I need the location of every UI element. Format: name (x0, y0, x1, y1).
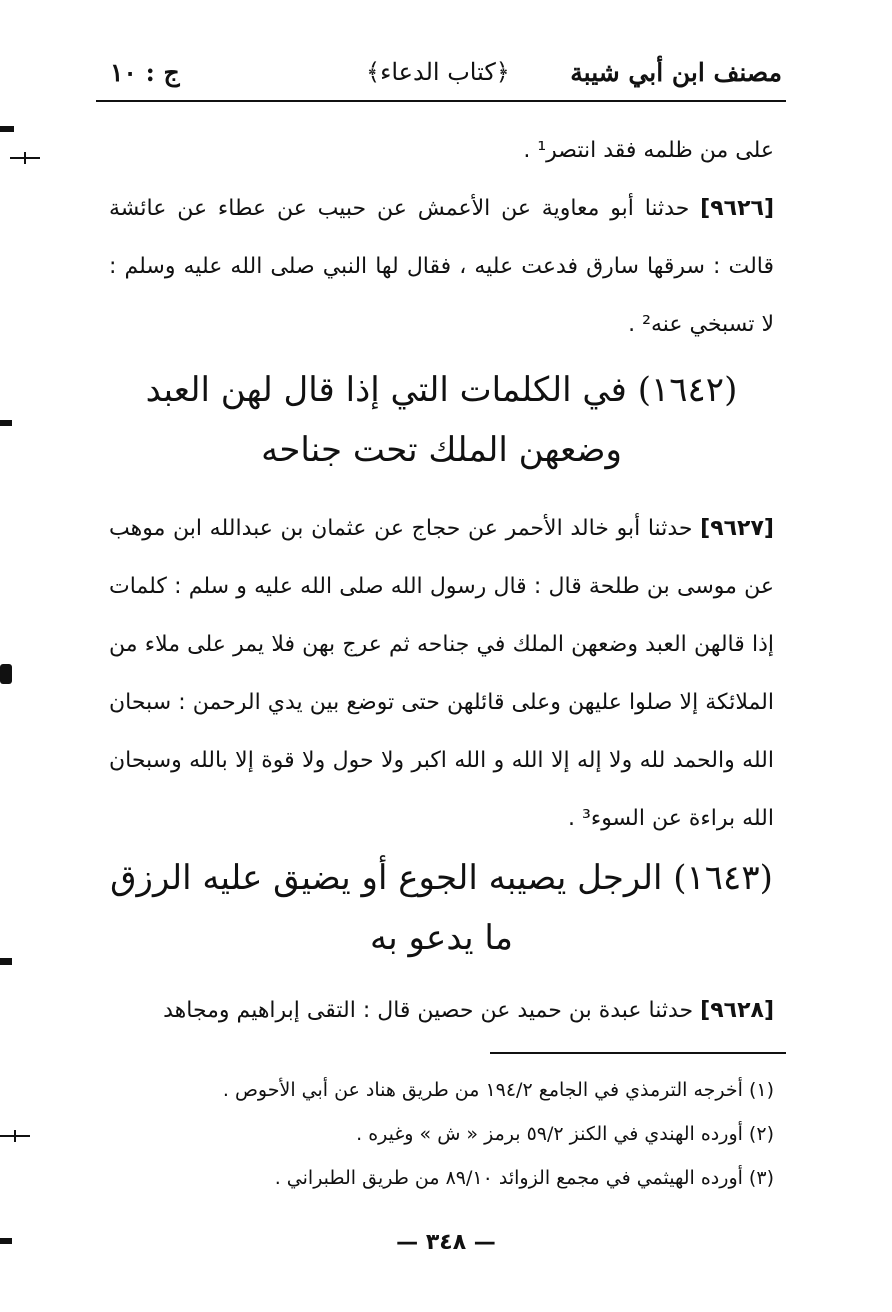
hadith-text: حدثنا أبو معاوية عن الأعمش عن حبيب عن عطاء عن عائشة قالت : سرقها سارق فدعت عليه ، فقال لها النبي صلى الله عليه وسلم : لا تسبخي عنه² . (109, 196, 774, 337)
chapter-title: ﴿كتاب الدعاء﴾ (366, 58, 510, 86)
running-header (96, 52, 786, 98)
scan-margin-mark (0, 126, 14, 132)
scan-margin-mark (0, 420, 12, 426)
registration-cross-icon (0, 1128, 30, 1144)
scan-margin-mark (0, 664, 12, 684)
footnote-2: (٢) أورده الهندي في الكنز ٥٩/٢ برمز « ش » وغيره . (356, 1123, 774, 1145)
hadith-number: [٩٦٢٦] (700, 196, 774, 221)
hadith-text: حدثنا أبو خالد الأحمر عن حجاج عن عثمان بن عبدالله ابن موهب عن موسى بن طلحة قال : قال رسول الله صلى الله عليه و سلم : كلمات إذا قالهن العبد وضعهن الملك في جناحه ثم عرج بهن فلا يمر على ملاء من الملائكة إلا صلوا عليهن وعلى قائلهن حتى توضع بين يدي الرحمن : سبحان الله والحمد لله ولا إله إلا الله و الله اكبر ولا حول ولا قوة إلا بالله وسبحان الله براءة عن السوء³ . (109, 516, 774, 831)
book-title: مصنف ابن أبي شيبة (570, 58, 782, 87)
registration-cross-icon (10, 150, 40, 166)
scan-margin-mark (0, 1238, 12, 1244)
footnote-rule (490, 1052, 786, 1054)
hadith-9628 (109, 982, 774, 1040)
chapter-heading-1643: (١٦٤٣) الرجل يصيبه الجوع أو يضيق عليه الرزق ما يدعو به (110, 858, 773, 958)
hadith-number: [٩٦٢٧] (700, 516, 774, 541)
scan-margin-mark (0, 958, 12, 965)
hadith-9626 (109, 180, 774, 354)
page-number: — ٣٤٨ — (396, 1230, 496, 1255)
chapter-heading-1642: (١٦٤٢) في الكلمات التي إذا قال لهن العبد وضعهن الملك تحت جناحه (145, 370, 738, 470)
footnote-1: (١) أخرجه الترمذي في الجامع ١٩٤/٢ من طريق هناد عن أبي الأحوص . (222, 1079, 774, 1101)
hadith-text: حدثنا عبدة بن حميد عن حصين قال : التقى إبراهيم ومجاهد (163, 998, 694, 1023)
footnotes (109, 1068, 774, 1200)
footnote-3: (٣) أورده الهيثمي في مجمع الزوائد ٨٩/١٠ من طريق الطبراني . (274, 1167, 774, 1189)
volume-number: ج : ١٠ (110, 58, 180, 87)
hadith-9627 (109, 500, 774, 848)
paragraph-continuation: على من ظلمه فقد انتصر¹ . (523, 138, 774, 163)
header-rule (96, 100, 786, 102)
hadith-number: [٩٦٢٨] (700, 998, 774, 1023)
